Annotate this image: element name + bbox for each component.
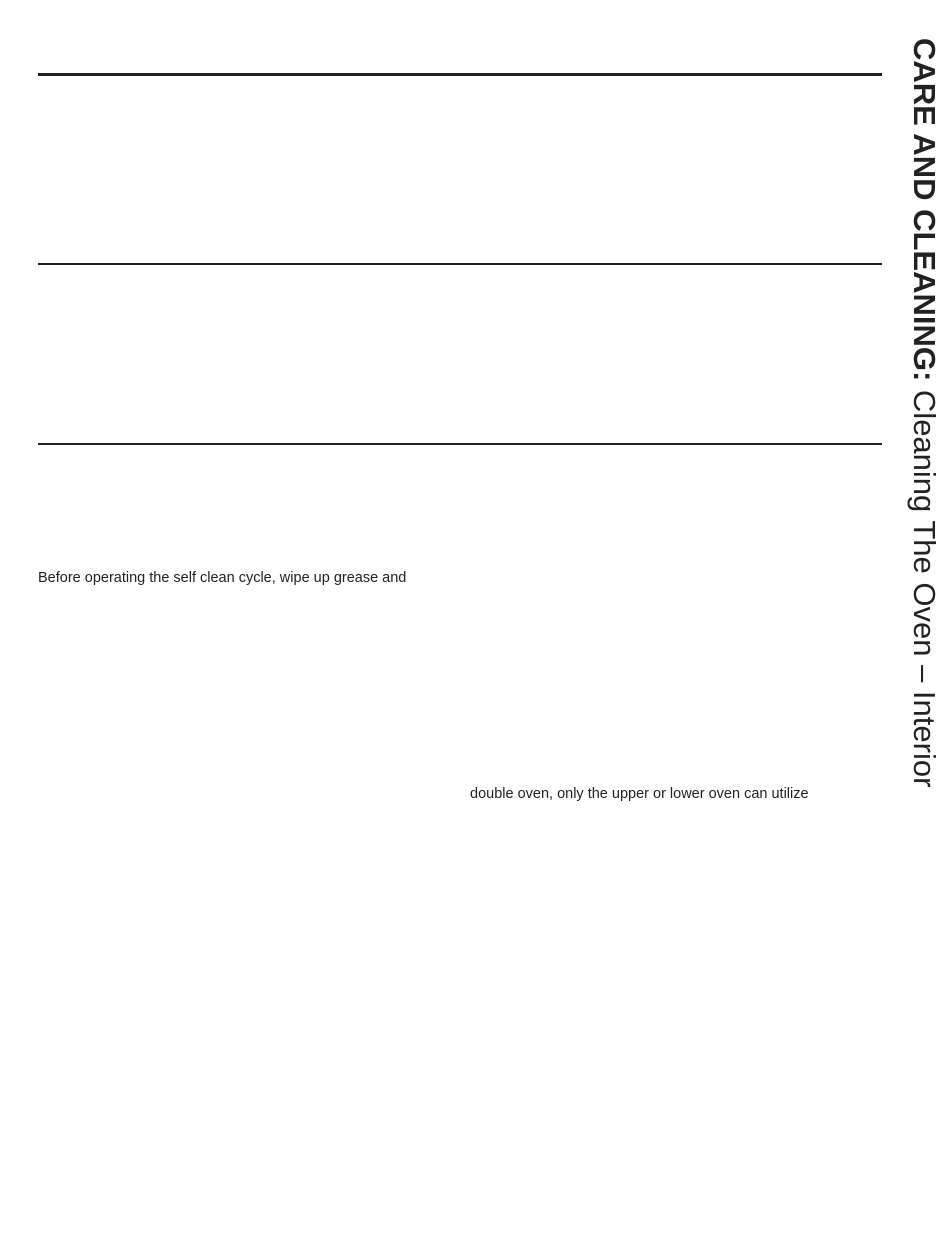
side-tab-section: CARE AND CLEANING:	[907, 38, 942, 382]
side-section-tab	[906, 38, 942, 787]
side-tab-topic: Cleaning The Oven – Interior	[907, 389, 942, 788]
left-column-text: Before operating the self clean cycle, wipe up grease and	[38, 570, 407, 586]
right-column-text: double oven, only the upper or lower oven can utilize	[470, 786, 809, 802]
top-divider	[38, 73, 882, 76]
section-divider-2	[38, 443, 882, 445]
section-divider-1	[38, 263, 882, 265]
